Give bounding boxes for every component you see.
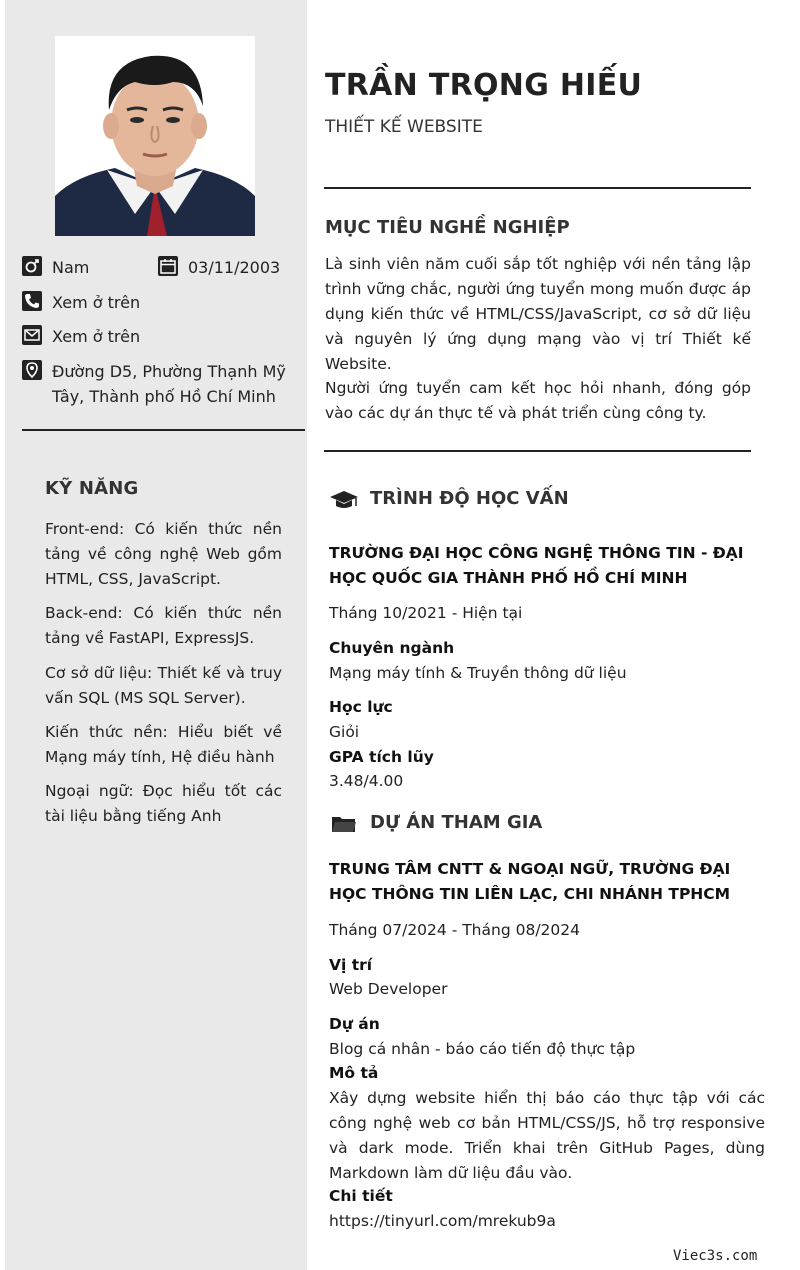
description-label: Mô tả: [329, 1064, 379, 1082]
phone-icon: [22, 291, 42, 311]
project-organization: TRUNG TÂM CNTT & NGOẠI NGỮ, TRƯỜNG ĐẠI HỌC THÔNG TIN LIÊN LẠC, CHI NHÁNH TPHCM: [329, 860, 731, 903]
birthdate-value: 03/11/2003: [188, 258, 281, 277]
school-name: TRƯỜNG ĐẠI HỌC CÔNG NGHỆ THÔNG TIN - ĐẠI HỌC QUỐC GIA THÀNH PHỐ HỒ CHÍ MINH: [329, 544, 744, 587]
rank-value: Giỏi: [329, 723, 360, 741]
skill-item: Front-end: Có kiến thức nền tảng về công nghệ Web gồm HTML, CSS, JavaScript.: [45, 520, 282, 588]
skill-item: Cơ sở dữ liệu: Thiết kế và truy vấn SQL (MS SQL Server).: [45, 664, 282, 707]
description-value: Xây dựng website hiển thị báo cáo thực tập với các công nghệ web cơ bản HTML/CSS/JS, hỗ trợ responsive và dark mode. Triển khai trên GitHub Pages, dùng Markdown làm dữ liệu đầu vào.: [329, 1089, 765, 1182]
role-value: Web Developer: [329, 980, 448, 998]
skills-title: KỸ NĂNG: [45, 478, 139, 499]
gender-icon: [22, 256, 42, 276]
objective-paragraph: Là sinh viên năm cuối sắp tốt nghiệp với nền tảng lập trình vững chắc, người ứng tuyển mong muốn được áp dụng kiến thức về HTML/CSS/JavaScript, cơ sở dữ liệu và nguyên lý ứng dụng mạng vào vị trí Thiết kế Website.: [325, 255, 751, 373]
role-label: Vị trí: [329, 956, 373, 974]
email-value: Xem ở trên: [52, 327, 141, 346]
sidebar-divider: [22, 429, 305, 431]
major-label: Chuyên ngành: [329, 639, 455, 657]
objective-title: MỤC TIÊU NGHỀ NGHIỆP: [325, 217, 570, 238]
phone-value: Xem ở trên: [52, 293, 141, 312]
footer-brand: Viec3s.com: [673, 1248, 758, 1264]
profile-photo: [55, 36, 255, 236]
job-title: THIẾT KẾ WEBSITE: [325, 117, 483, 137]
address-value: Đường D5, Phường Thạnh Mỹ Tây, Thành phố Hồ Chí Minh: [52, 362, 286, 406]
project-period: Tháng 07/2024 - Tháng 08/2024: [329, 921, 580, 939]
objective-divider: [324, 450, 751, 452]
candidate-name: TRẦN TRỌNG HIẾU: [325, 68, 643, 103]
folder-icon: [331, 814, 357, 838]
location-icon: [22, 360, 42, 380]
calendar-icon: [158, 256, 178, 276]
project-label: Dự án: [329, 1015, 380, 1033]
objective-paragraph: Người ứng tuyển cam kết học hỏi nhanh, đóng góp vào các dự án thực tế và phát triển cùng công ty.: [325, 379, 751, 422]
detail-label: Chi tiết: [329, 1187, 393, 1205]
skill-item: Back-end: Có kiến thức nền tảng về FastAPI, ExpressJS.: [45, 604, 282, 647]
detail-link[interactable]: https://tinyurl.com/mrekub9a: [329, 1212, 556, 1230]
gpa-value: 3.48/4.00: [329, 772, 404, 790]
gender-value: Nam: [52, 258, 90, 277]
email-icon: [22, 325, 42, 345]
skill-item: Ngoại ngữ: Đọc hiểu tốt các tài liệu bằng tiếng Anh: [45, 782, 282, 825]
header-divider: [324, 187, 751, 189]
projects-title: DỰ ÁN THAM GIA: [370, 812, 543, 833]
education-title: TRÌNH ĐỘ HỌC VẤN: [370, 488, 569, 509]
education-period: Tháng 10/2021 - Hiện tại: [329, 604, 523, 622]
rank-label: Học lực: [329, 698, 393, 716]
gpa-label: GPA tích lũy: [329, 748, 434, 766]
project-value: Blog cá nhân - báo cáo tiến độ thực tập: [329, 1040, 636, 1058]
skill-item: Kiến thức nền: Hiểu biết về Mạng máy tính, Hệ điều hành: [45, 723, 282, 766]
major-value: Mạng máy tính & Truyền thông dữ liệu: [329, 664, 627, 682]
graduation-cap-icon: [329, 489, 359, 515]
